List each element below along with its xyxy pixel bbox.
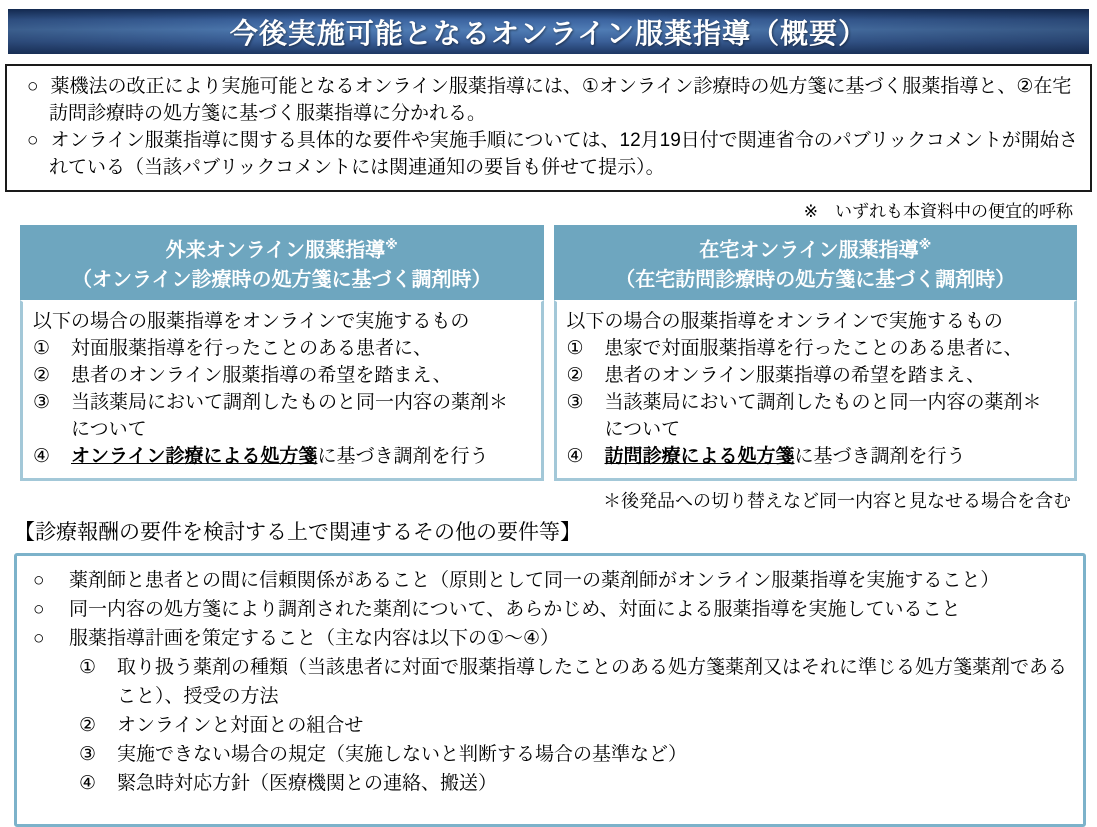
item-number: ② <box>79 714 97 736</box>
requirement-text: 薬剤師と患者との間に信頼関係があること（原則として同一の薬剤師がオンライン服薬指導を実施すること） <box>69 569 1000 591</box>
item-text-line1: 当該薬局において調剤したものと同一内容の薬剤＊ <box>604 391 1042 413</box>
item-number: ① <box>79 656 97 678</box>
comparison-columns <box>20 225 1077 481</box>
column-outpatient-body <box>20 300 544 481</box>
column-header-title: 在宅オンライン服薬指導 <box>699 239 919 262</box>
intro-bullet-text: 薬機法の改正により実施可能となるオンライン服薬指導には、①オンライン診療時の処方箋に基づく服薬指導と、②在宅訪問診療時の処方箋に基づく服薬指導に分かれる。 <box>49 76 1072 124</box>
item-number: ③ <box>79 743 97 765</box>
column-homecare <box>554 225 1078 481</box>
condition-item <box>567 335 1067 362</box>
sub-item-text: 緊急時対応方針（医療機関との連絡、搬送） <box>117 772 498 794</box>
requirement-bullet <box>33 624 1069 653</box>
item-text: 対面服薬指導を行ったことのある患者に、 <box>71 337 433 359</box>
requirement-sub-item <box>33 740 1069 769</box>
reference-mark: ※ <box>385 237 398 252</box>
item-number: ④ <box>566 445 584 467</box>
item-number: ④ <box>79 772 97 794</box>
column-lead-text: 以下の場合の服薬指導をオンラインで実施するもの <box>33 310 470 332</box>
intro-box <box>5 64 1092 192</box>
title-bar <box>8 9 1089 54</box>
condition-item <box>33 335 533 362</box>
condition-item <box>33 443 533 470</box>
item-text: 患者のオンライン服薬指導の希望を踏まえ、 <box>604 364 986 386</box>
item-text <box>605 389 1067 443</box>
requirement-text: 服薬指導計画を策定すること（主な内容は以下の①～④） <box>69 627 560 649</box>
requirement-bullet <box>33 566 1069 595</box>
item-text <box>71 443 533 470</box>
item-number: ② <box>33 364 51 386</box>
requirement-bullet <box>33 595 1069 624</box>
item-number: ③ <box>566 391 584 413</box>
sub-item-text: 取り扱う薬剤の種類（当該患者に対面で服薬指導したことのある処方箋薬剤又はそれに準じる処方箋薬剤であること）、授受の方法 <box>117 656 1068 707</box>
sub-item-text: 実施できない場合の規定（実施しないと判断する場合の基準など） <box>117 743 688 765</box>
item-text-rest: に基づき調剤を行う <box>794 445 966 467</box>
item-number: ② <box>566 364 584 386</box>
requirements-box <box>14 553 1086 827</box>
intro-bullet <box>19 127 1080 181</box>
requirement-sub-item <box>33 711 1069 740</box>
item-text-line2: について <box>604 418 681 440</box>
page-title: 今後実施可能となるオンライン服薬指導（概要） <box>229 17 868 49</box>
emphasized-text: 訪問診療による処方箋 <box>604 445 795 467</box>
item-text-rest: に基づき調剤を行う <box>317 445 489 467</box>
item-number: ① <box>566 337 584 359</box>
item-text-line2: について <box>71 418 147 440</box>
item-text <box>605 443 1067 470</box>
naming-note: ※ いずれも本資料中の便宜的呼称 <box>803 202 1073 221</box>
condition-item <box>567 389 1067 443</box>
condition-item <box>567 362 1067 389</box>
requirement-sub-item <box>33 653 1069 711</box>
intro-bullet-text: オンライン服薬指導に関する具体的な要件や実施手順については、12月19日付で関連省令のパブリックコメントが開始されている（当該パブリックコメントには関連通知の要旨も併せて提示）。 <box>49 130 1078 178</box>
item-text-line1: 当該薬局において調剤したものと同一内容の薬剤＊ <box>71 391 509 413</box>
column-outpatient-header <box>20 225 544 300</box>
circle-bullet-marker: ○ <box>33 627 45 649</box>
condition-item <box>33 389 533 443</box>
item-number: ④ <box>33 445 51 467</box>
circle-bullet-marker: ○ <box>27 76 39 97</box>
emphasized-text: オンライン診療による処方箋 <box>71 445 318 467</box>
requirement-sub-item <box>33 769 1069 798</box>
item-number: ③ <box>33 391 51 413</box>
reference-mark: ※ <box>918 237 932 252</box>
asterisk-footnote: ＊後発品への切り替えなど同一内容と見なせる場合を含む <box>603 490 1071 511</box>
item-number: ① <box>33 337 51 359</box>
condition-item <box>33 362 533 389</box>
column-homecare-body <box>554 300 1078 481</box>
section-heading: 【診療報酬の要件を検討する上で関連するその他の要件等】 <box>14 520 581 544</box>
condition-item <box>567 443 1067 470</box>
item-text <box>71 389 533 443</box>
item-text: 患家で対面服薬指導を行ったことのある患者に、 <box>604 337 1023 359</box>
sub-item-text: オンラインと対面との組合せ <box>117 714 364 736</box>
circle-bullet-marker: ○ <box>33 598 45 620</box>
column-homecare-header <box>554 225 1078 300</box>
column-header-subtitle: （在宅訪問診療時の処方箋に基づく調剤時） <box>615 268 1016 291</box>
column-lead-text: 以下の場合の服薬指導をオンラインで実施するもの <box>566 310 1003 332</box>
requirement-text: 同一内容の処方箋により調剤された薬剤について、あらかじめ、対面による服薬指導を実施していること <box>69 598 961 620</box>
circle-bullet-marker: ○ <box>33 569 45 591</box>
column-header-title: 外来オンライン服薬指導 <box>165 239 386 262</box>
column-header-subtitle: （オンライン診療時の処方箋に基づく調剤時） <box>72 268 492 291</box>
intro-bullet <box>19 73 1080 127</box>
column-outpatient <box>20 225 544 481</box>
item-text: 患者のオンライン服薬指導の希望を踏まえ、 <box>71 364 452 386</box>
circle-bullet-marker: ○ <box>27 130 39 151</box>
